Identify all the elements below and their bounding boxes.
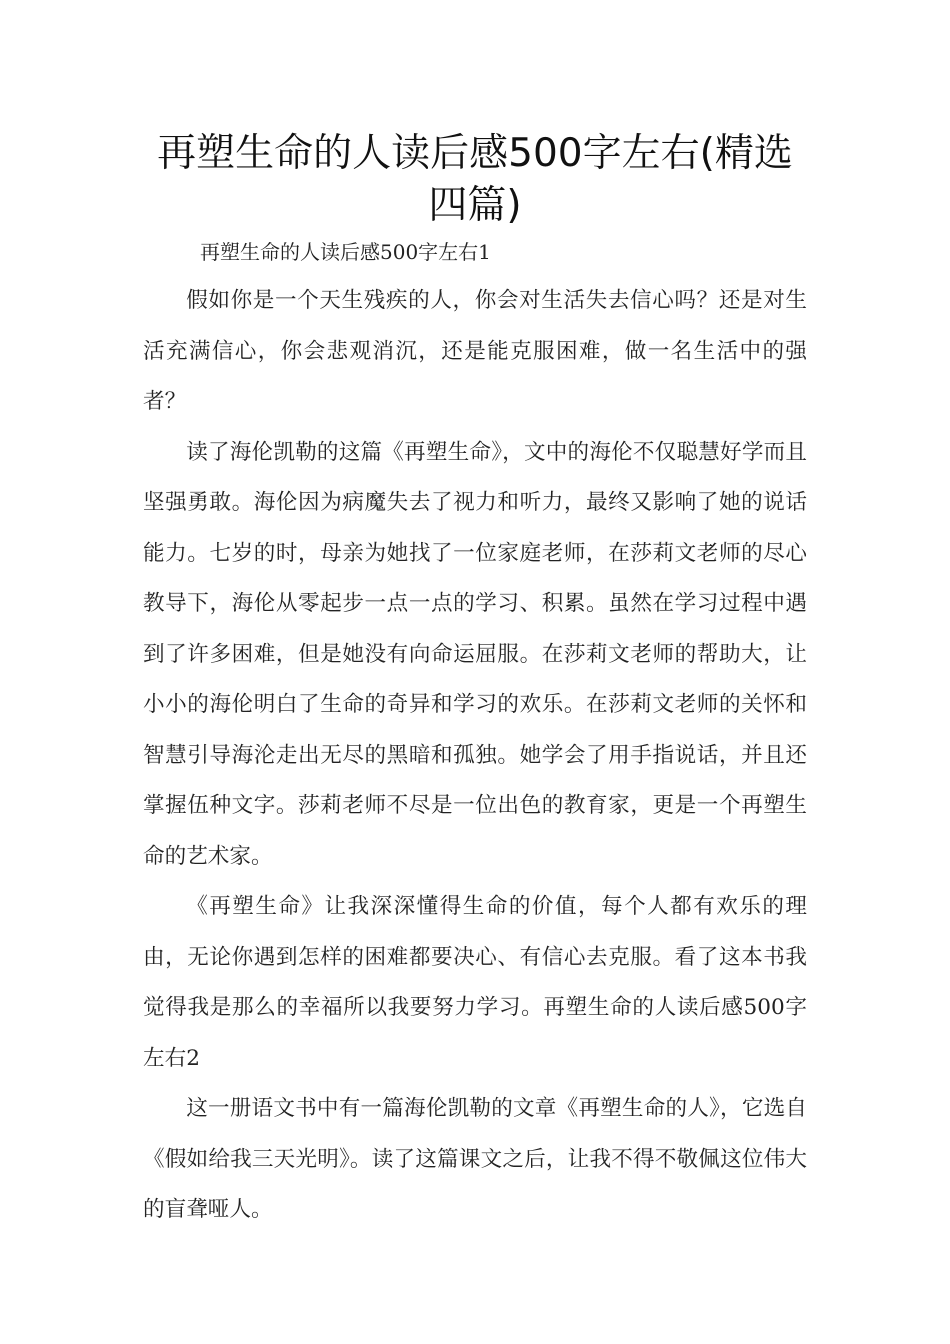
document-title: 再塑生命的人读后感500字左右(精选四篇) [157, 131, 793, 228]
section-heading: 再塑生命的人读后感500字左右1 [200, 240, 491, 264]
paragraph: 这一册语文书中有一篇海伦凯勒的文章《再塑生命的人》，它选自《假如给我三天光明》。读了这篇课文之后，让我不得不敬佩这位伟大的盲聋哑人。 [143, 1096, 807, 1222]
document-body [143, 276, 807, 1236]
paragraph: 读了海伦凯勒的这篇《再塑生命》，文中的海伦不仅聪慧好学而且坚强勇敢。海伦因为病魔失去了视力和听力，最终又影响了她的说话能力。七岁的时，母亲为她找了一位家庭老师，在莎莉文老师的尽心教导下，海伦从零起步一点一点的学习、积累。虽然在学习过程中遇到了许多困难，但是她没有向命运屈服。在莎莉文老师的帮助大，让小小的海伦明白了生命的奇异和学习的欢乐。在莎莉文老师的关怀和智慧引导海沦走出无尽的黑暗和孤独。她学会了用手指说话，并且还掌握伍种文字。莎莉老师不尽是一位出色的教育家，更是一个再塑生命的艺术家。 [143, 439, 807, 869]
paragraph: 《再塑生命》让我深深懂得生命的价值，每个人都有欢乐的理由，无论你遇到怎样的困难都要决心、有信心去克服。看了这本书我觉得我是那么的幸福所以我要努力学习。再塑生命的人读后感500字左右2 [143, 894, 807, 1071]
paragraph: 假如你是一个天生残疾的人，你会对生活失去信心吗？还是对生活充满信心，你会悲观消沉，还是能克服困难，做一名生活中的强者？ [143, 288, 807, 414]
